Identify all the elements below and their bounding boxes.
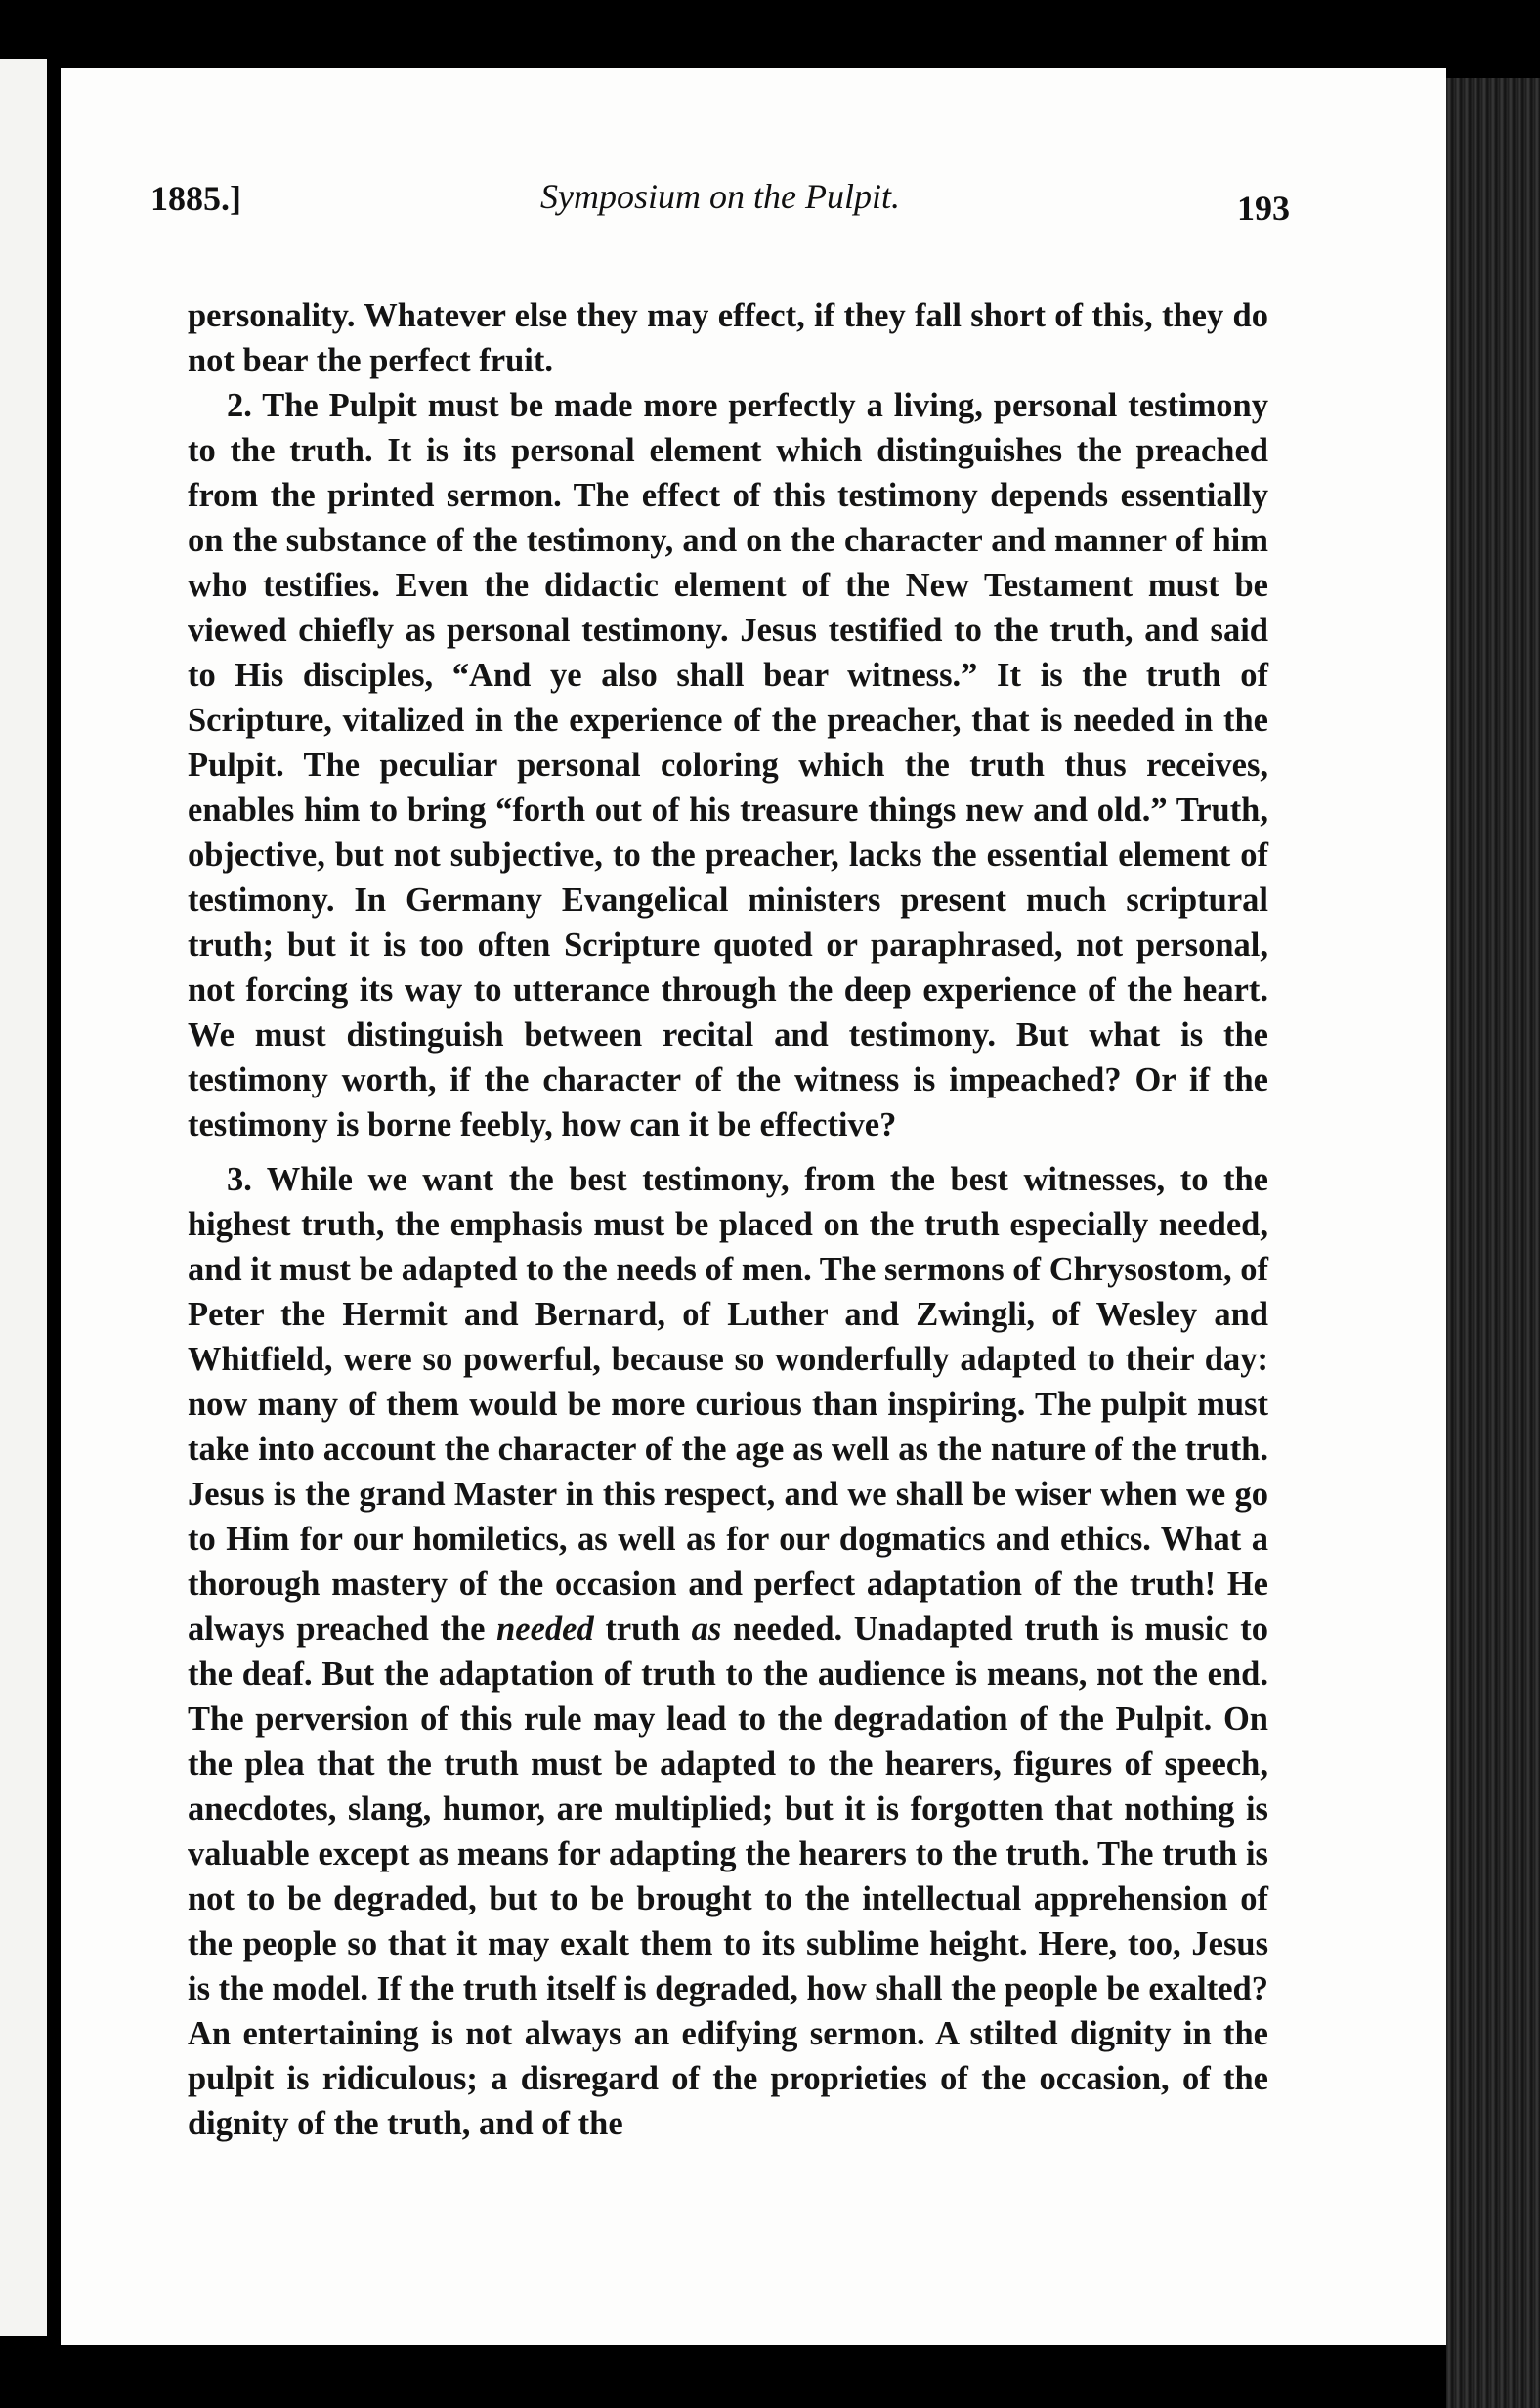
- page-number: 193: [1237, 189, 1290, 228]
- paragraph-3-text-c: needed. Unadapted truth is music to the deaf. But the adaptation of truth to the audience is means, not the end. The perversion of this rule may lead to the degradation of the Pulpit. On the plea that the truth must be adapted to the hearers, figures of speech, anecdotes, slang, humor, are multiplied; but it is forgotten that nothing is valuable except as means for adapting the hearers to the truth. The truth is not to be degraded, but to be brought to the intellectual apprehension of the people so that it may exalt them to its sublime height. Here, too, Jesus is the model. If the truth itself is degraded, how shall the people be exalted? An entertaining is not always an edifying sermon. A stilted dignity in the pulpit is ridiculous; a disregard of the proprieties of the occasion, of the dignity of the truth, and of the: [188, 1611, 1269, 2142]
- emphasis-as: as: [691, 1611, 722, 1648]
- paragraph-3: [188, 1157, 1268, 2146]
- emphasis-needed: needed: [496, 1611, 594, 1648]
- paragraph-2: 2. The Pulpit must be made more perfectly a living, personal testimony to the truth. It is its personal element which distinguishes the preached from the printed sermon. The effect of this testimony depends essentially on the substance of the testimony, and on the character and manner of him who testifies. Even the didactic element of the New Testament must be viewed chiefly as personal testimony. Jesus testified to the truth, and said to His disciples, “And ye also shall bear witness.” It is the truth of Scripture, vitalized in the experience of the preacher, that is needed in the Pulpit. The peculiar personal coloring which the truth thus receives, enables him to bring “forth out of his treasure things new and old.” Truth, objective, but not subjective, to the preacher, lacks the essential element of testimony. In Germany Evangelical ministers present much scriptural truth; but it is too often Scripture quoted or paraphrased, not personal, not forcing its way to utterance through the deep experience of the heart. We must distinguish between recital and testimony. But what is the testimony worth, if the character of the witness is impeached? Or if the testimony is borne feebly, how can it be effective?: [188, 387, 1268, 1143]
- paragraph-3-text-b: truth: [593, 1611, 692, 1648]
- facing-page-edge: [0, 59, 47, 2336]
- running-title: Symposium on the Pulpit.: [540, 177, 900, 216]
- paragraph-3-text-a: 3. While we want the best testimony, from the best witnesses, to the highest truth, the emphasis must be placed on the truth especially needed, and it must be adapted to the needs of men. The sermons of Chrysostom, of Peter the Hermit and Bernard, of Luther and Zwingli, of Wesley and Whitfield, were so powerful, because so wonderfully adapted to their day: now many of them would be more curious than inspiring. The pulpit must take into account the character of the age as well as the nature of the truth. Jesus is the grand Master in this respect, and we shall be wiser when we go to Him for our homiletics, as well as for our dogmatics and ethics. What a thorough mastery of the occasion and perfect adaptation of the truth! He always preached the: [188, 1161, 1268, 1648]
- page-stack-edge: [1446, 78, 1540, 2408]
- body-text: [188, 293, 1268, 2146]
- header-year: 1885.]: [150, 179, 241, 218]
- running-header: [150, 166, 1290, 235]
- paragraph-continuation: personality. Whatever else they may effect, if they fall short of this, they do not bear the perfect fruit.: [188, 297, 1268, 379]
